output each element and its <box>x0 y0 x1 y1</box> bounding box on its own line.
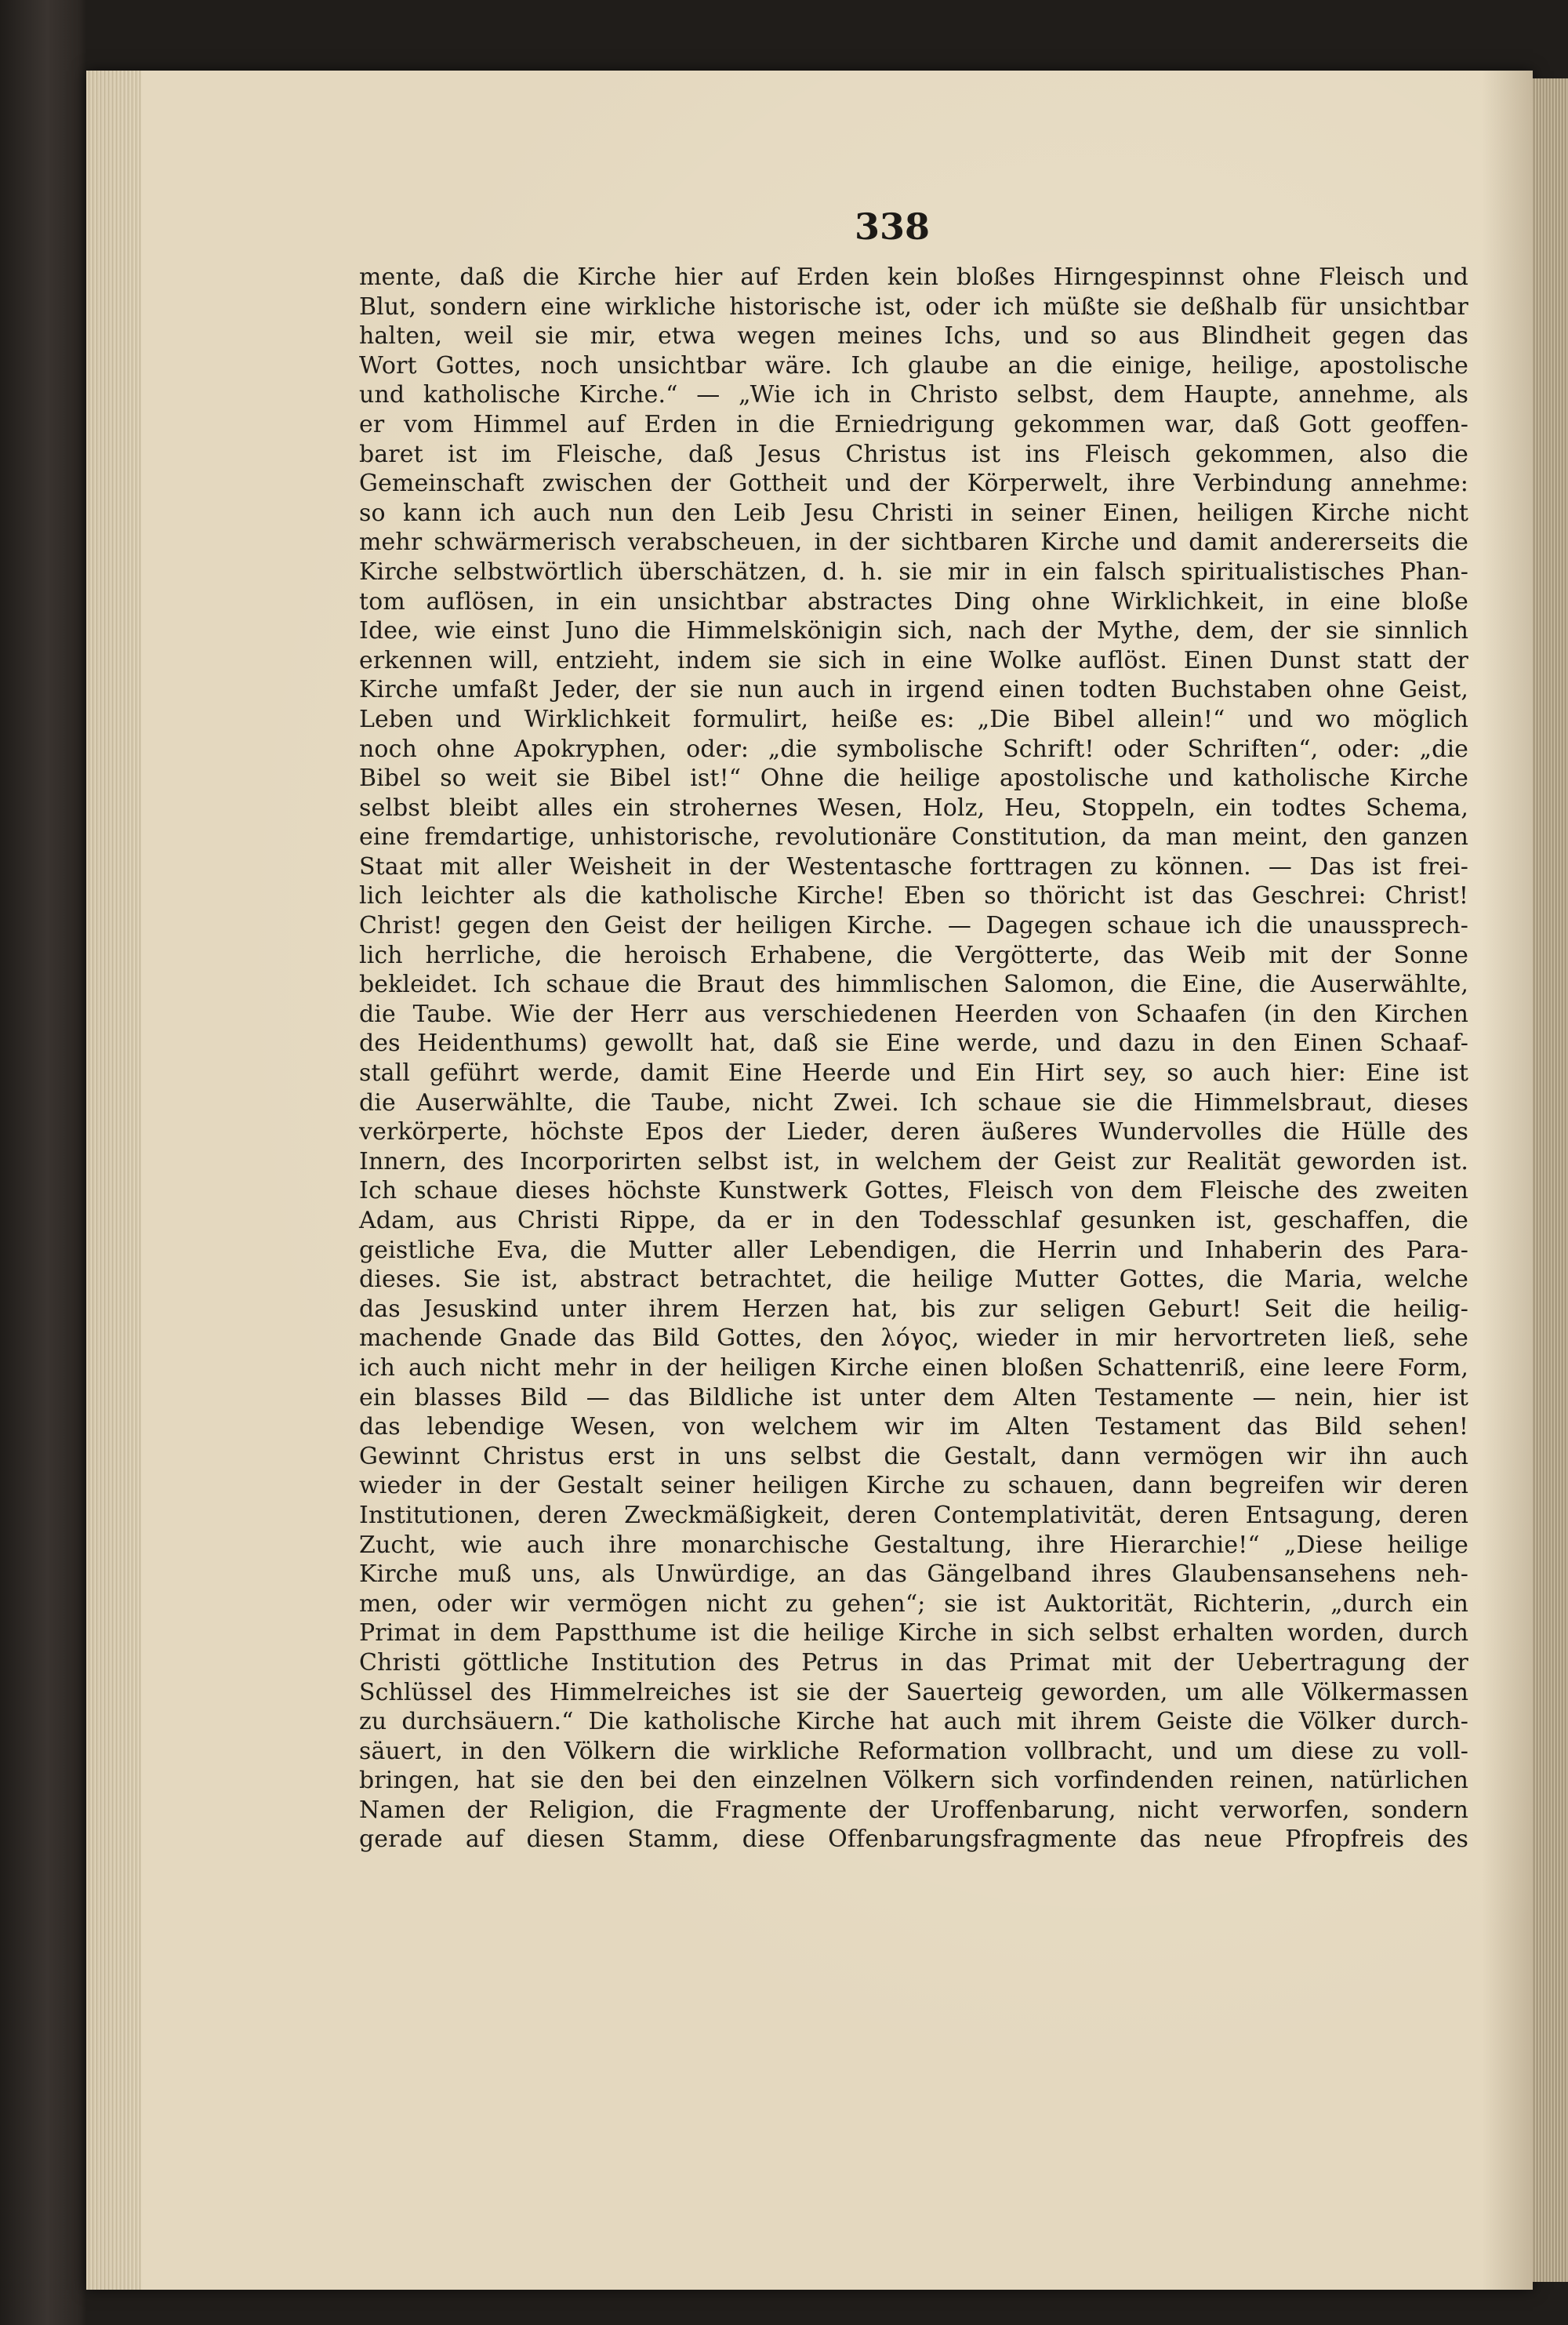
text-line: Primat in dem Papstthume ist die heilige Kirche in sich selbst erhalten worden, durch <box>359 1619 1468 1647</box>
text-line: noch ohne Apokryphen, oder: „die symbolische Schrift! oder Schriften“, oder: „die <box>359 735 1468 763</box>
text-line: ein blasses Bild — das Bildliche ist unter dem Alten Testamente — nein, hier ist <box>359 1383 1468 1411</box>
text-line: Innern, des Incorporirten selbst ist, in welchem der Geist zur Realität geworden ist. <box>359 1147 1468 1175</box>
text-line: erkennen will, entzieht, indem sie sich in eine Wolke auflöst. Einen Dunst statt der <box>359 646 1468 674</box>
body-text <box>359 263 1468 1855</box>
text-line: Adam, aus Christi Rippe, da er in den Todesschlaf gesunken ist, geschaffen, die <box>359 1207 1468 1234</box>
page-number: 338 <box>855 205 931 248</box>
text-line: die Taube. Wie der Herr aus verschiedenen Heerden von Schaafen (in den Kirchen <box>359 1000 1468 1028</box>
text-line: bringen, hat sie den bei den einzelnen Völkern sich vorfindenden reinen, natürlichen <box>359 1767 1468 1795</box>
page-stack-edge <box>86 71 141 2290</box>
text-line: Christi göttliche Institution des Petrus in das Primat mit der Uebertragung der <box>359 1648 1468 1677</box>
text-line: er vom Himmel auf Erden in die Erniedrigung gekommen war, daß Gott geoffen- <box>359 410 1468 438</box>
text-line: des Heidenthums) gewollt hat, daß sie Eine werde, und dazu in den Einen Schaaf- <box>359 1030 1468 1058</box>
text-line: Institutionen, deren Zweckmäßigkeit, deren Contemplativität, deren Entsagung, deren <box>359 1501 1468 1529</box>
text-line: tom auflösen, in ein unsichtbar abstractes Ding ohne Wirklichkeit, in eine bloße <box>359 587 1468 616</box>
text-line: Idee, wie einst Juno die Himmelskönigin sich, nach der Mythe, dem, der sie sinnlich <box>359 617 1468 645</box>
text-line: Zucht, wie auch ihre monarchische Gestaltung, ihre Hierarchie!“ „Diese heilige <box>359 1531 1468 1559</box>
text-line: verkörperte, höchste Epos der Lieder, deren äußeres Wundervolles die Hülle des <box>359 1118 1468 1146</box>
text-line: Gemeinschaft zwischen der Gottheit und der Körperwelt, ihre Verbindung annehme: <box>359 470 1468 498</box>
text-line: bekleidet. Ich schaue die Braut des himmlischen Salomon, die Eine, die Auserwählte, <box>359 971 1468 999</box>
text-line: Ich schaue dieses höchste Kunstwerk Gottes, Fleisch von dem Fleische des zweiten <box>359 1177 1468 1205</box>
text-line: men, oder wir vermögen nicht zu gehen“; sie ist Auktorität, Richterin, „durch ein <box>359 1589 1468 1618</box>
text-line: säuert, in den Völkern die wirkliche Reformation vollbracht, und um diese zu voll- <box>359 1737 1468 1765</box>
text-line: die Auserwählte, die Taube, nicht Zwei. Ich schaue sie die Himmelsbraut, dieses <box>359 1088 1468 1117</box>
text-line: machende Gnade das Bild Gottes, den λόγος, wieder in mir hervortreten ließ, sehe <box>359 1324 1468 1353</box>
text-line: selbst bleibt alles ein strohernes Wesen, Holz, Heu, Stoppeln, ein todtes Schema, <box>359 794 1468 822</box>
text-line: mehr schwärmerisch verabscheuen, in der sichtbaren Kirche und damit andererseits die <box>359 529 1468 557</box>
text-line: zu durchsäuern.“ Die katholische Kirche hat auch mit ihrem Geiste die Völker durch- <box>359 1708 1468 1736</box>
text-line: Blut, sondern eine wirkliche historische ist, oder ich müßte sie deßhalb für unsichtbar <box>359 292 1468 321</box>
text-line: und katholische Kirche.“ — „Wie ich in Christo selbst, dem Haupte, annehme, als <box>359 381 1468 409</box>
text-line: stall geführt werde, damit Eine Heerde und Ein Hirt sey, so auch hier: Eine ist <box>359 1059 1468 1088</box>
text-line: Kirche umfaßt Jeder, der sie nun auch in irgend einen todten Buchstaben ohne Geist, <box>359 676 1468 704</box>
text-line: Kirche selbstwörtlich überschätzen, d. h. sie mir in ein falsch spiritualistisches Phan- <box>359 558 1468 586</box>
text-line: das lebendige Wesen, von welchem wir im Alten Testament das Bild sehen! <box>359 1413 1468 1441</box>
text-line: Christ! gegen den Geist der heiligen Kirche. — Dagegen schaue ich die unaussprech- <box>359 912 1468 940</box>
text-line: baret ist im Fleische, daß Jesus Christus ist ins Fleisch gekommen, also die <box>359 440 1468 468</box>
text-line: lich leichter als die katholische Kirche! Eben so thöricht ist das Geschrei: Christ! <box>359 882 1468 910</box>
text-line: gerade auf diesen Stamm, diese Offenbarungsfragmente das neue Pfropfreis des <box>359 1825 1468 1854</box>
text-line: das Jesuskind unter ihrem Herzen hat, bis zur seligen Geburt! Seit die heilig- <box>359 1295 1468 1323</box>
text-line: Gewinnt Christus erst in uns selbst die Gestalt, dann vermögen wir ihn auch <box>359 1442 1468 1470</box>
text-line: Kirche muß uns, als Unwürdige, an das Gängelband ihres Glaubensansehens neh- <box>359 1560 1468 1589</box>
text-line: so kann ich auch nun den Leib Jesu Christi in seiner Einen, heiligen Kirche nicht <box>359 499 1468 527</box>
text-line: lich herrliche, die heroisch Erhabene, die Vergötterte, das Weib mit der Sonne <box>359 941 1468 969</box>
text-line: dieses. Sie ist, abstract betrachtet, die heilige Mutter Gottes, die Maria, welche <box>359 1266 1468 1294</box>
facing-page-edge <box>1533 78 1568 2282</box>
text-line: Staat mit aller Weisheit in der Westentasche forttragen zu können. — Das ist frei- <box>359 852 1468 881</box>
text-line: Bibel so weit sie Bibel ist!“ Ohne die heilige apostolische und katholische Kirche <box>359 765 1468 793</box>
text-line: geistliche Eva, die Mutter aller Lebendigen, die Herrin und Inhaberin des Para- <box>359 1236 1468 1264</box>
text-line: mente, daß die Kirche hier auf Erden kein bloßes Hirngespinnst ohne Fleisch und <box>359 263 1468 291</box>
text-line: ich auch nicht mehr in der heiligen Kirche einen bloßen Schattenriß, eine leere Form, <box>359 1353 1468 1382</box>
text-line: Schlüssel des Himmelreiches ist sie der Sauerteig geworden, um alle Völkermassen <box>359 1678 1468 1706</box>
text-line: Wort Gottes, noch unsichtbar wäre. Ich glaube an die einige, heilige, apostolische <box>359 351 1468 380</box>
text-line: Leben und Wirklichkeit formulirt, heiße es: „Die Bibel allein!“ und wo möglich <box>359 705 1468 733</box>
text-line: halten, weil sie mir, etwa wegen meines Ichs, und so aus Blindheit gegen das <box>359 322 1468 351</box>
text-line: eine fremdartige, unhistorische, revolutionäre Constitution, da man meint, den ganzen <box>359 823 1468 852</box>
text-line: Namen der Religion, die Fragmente der Uroffenbarung, nicht verworfen, sondern <box>359 1796 1468 1824</box>
text-line: wieder in der Gestalt seiner heiligen Kirche zu schauen, dann begreifen wir deren <box>359 1472 1468 1500</box>
